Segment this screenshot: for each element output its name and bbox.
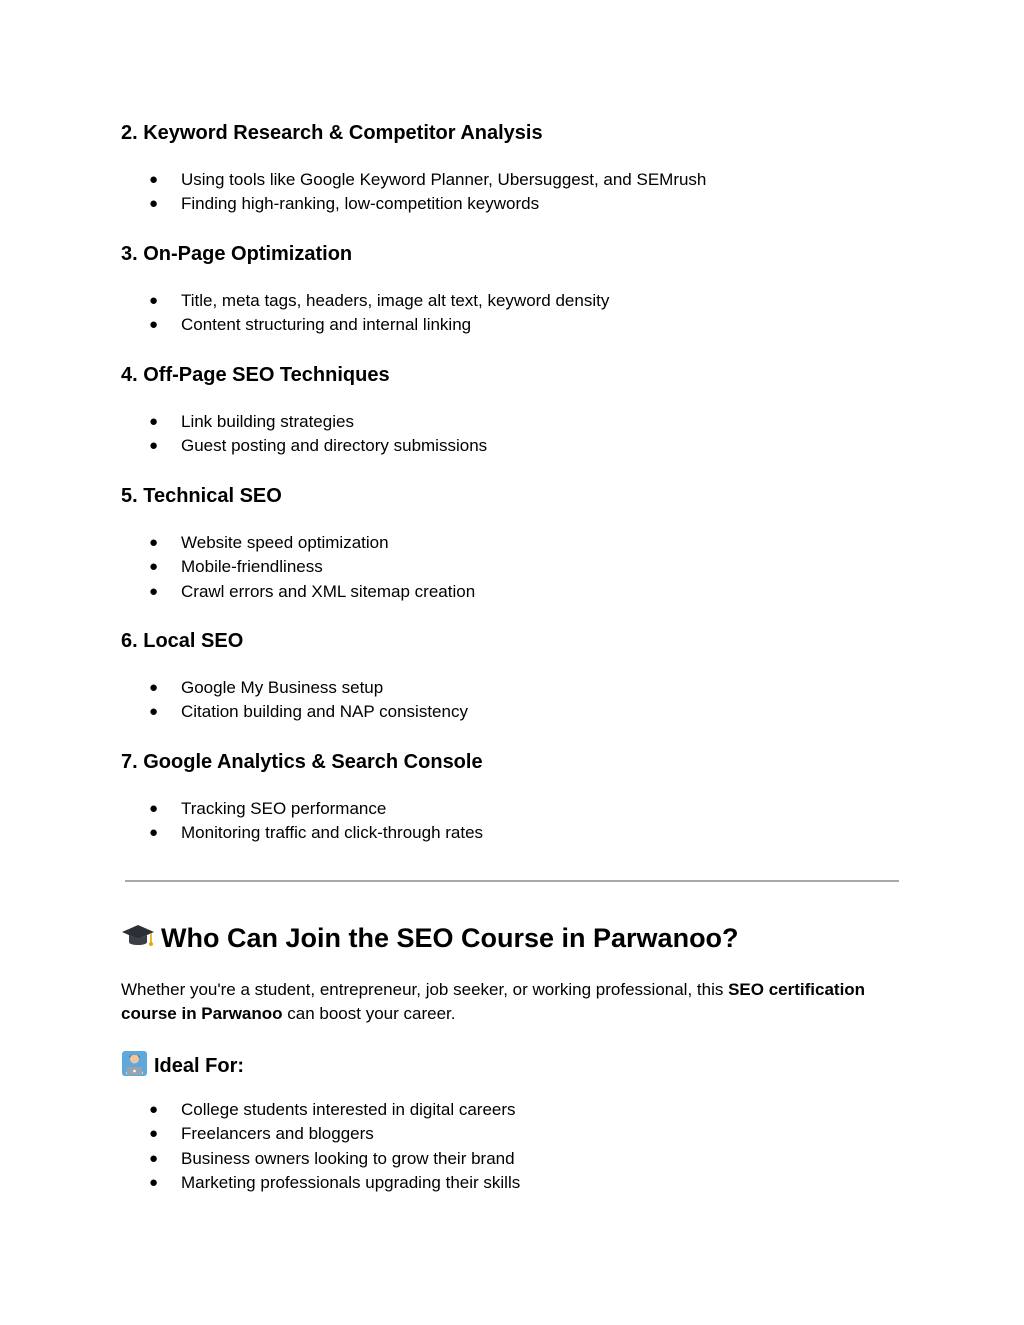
bullet-icon: ● <box>149 800 159 817</box>
section-technical-seo <box>121 484 911 604</box>
list-item: ● Website speed optimization <box>121 531 911 555</box>
bullet-icon: ● <box>149 534 159 551</box>
list-item: ● Monitoring traffic and click-through rates <box>121 821 911 845</box>
bullet-icon: ● <box>149 316 159 334</box>
bullet-icon: ● <box>149 437 159 455</box>
bullet-list <box>121 531 911 604</box>
list-item: ● Mobile-friendliness <box>121 555 911 579</box>
ideal-for-heading <box>121 1050 244 1080</box>
section-keyword-research <box>121 121 911 217</box>
intro-paragraph: Whether you're a student, entrepreneur, job seeker, or working professional, this SEO certification course in Parwanoo can boost your career. <box>121 980 866 1023</box>
technologist-icon <box>121 1050 148 1077</box>
list-item: ● Marketing professionals upgrading their skills <box>121 1171 911 1195</box>
list-item: ● Using tools like Google Keyword Planner, Ubersuggest, and SEMrush <box>121 168 911 192</box>
section-local-seo <box>121 629 911 725</box>
bullet-icon: ● <box>149 171 159 188</box>
bullet-list <box>121 168 911 217</box>
section-heading: 7. Google Analytics & Search Console <box>121 751 483 773</box>
bullet-list <box>121 410 911 459</box>
bullet-icon: ● <box>149 558 159 576</box>
bullet-icon: ● <box>149 582 159 600</box>
bullet-list <box>121 1098 911 1195</box>
list-item: ● Citation building and NAP consistency <box>121 700 911 724</box>
ideal-for-label: Ideal For: <box>154 1055 245 1077</box>
horizontal-divider <box>125 880 899 882</box>
section-heading: 4. Off-Page SEO Techniques <box>121 364 390 386</box>
list-item: ● Content structuring and internal linking <box>121 313 911 337</box>
graduation-cap-icon <box>121 919 155 953</box>
who-can-join-heading <box>121 918 739 958</box>
list-item: ● Crawl errors and XML sitemap creation <box>121 580 911 604</box>
bullet-icon: ● <box>149 195 159 213</box>
list-item: ● Link building strategies <box>121 410 911 434</box>
list-item: ● College students interested in digital careers <box>121 1098 911 1122</box>
section-off-page <box>121 363 911 459</box>
bullet-list <box>121 797 911 846</box>
list-item: ● Business owners looking to grow their brand <box>121 1147 911 1171</box>
bold-phrase: SEO certification course in Parwanoo <box>121 980 866 1023</box>
bullet-list <box>121 289 911 338</box>
list-item: ● Tracking SEO performance <box>121 797 911 821</box>
section-heading: 3. On-Page Optimization <box>121 243 353 265</box>
list-item: ● Freelancers and bloggers <box>121 1122 911 1146</box>
section-analytics <box>121 750 911 846</box>
bullet-icon: ● <box>149 292 159 309</box>
section-heading: 6. Local SEO <box>121 630 244 652</box>
bullet-list <box>121 676 911 725</box>
list-item: ● Guest posting and directory submissions <box>121 434 911 458</box>
bullet-icon: ● <box>149 1101 159 1118</box>
list-item: ● Google My Business setup <box>121 676 911 700</box>
bullet-icon: ● <box>149 1173 159 1191</box>
section-on-page <box>121 242 911 338</box>
list-item: ● Title, meta tags, headers, image alt text, keyword density <box>121 289 911 313</box>
bullet-icon: ● <box>149 824 159 842</box>
bullet-icon: ● <box>149 1149 159 1167</box>
bullet-icon: ● <box>149 413 159 430</box>
bullet-icon: ● <box>149 679 159 696</box>
section-ideal-for <box>121 1098 911 1195</box>
bullet-icon: ● <box>149 1125 159 1143</box>
list-item: ● Finding high-ranking, low-competition keywords <box>121 192 911 216</box>
page-heading: Who Can Join the SEO Course in Parwanoo? <box>161 923 739 953</box>
section-heading: 5. Technical SEO <box>121 485 282 507</box>
bullet-icon: ● <box>149 703 159 721</box>
section-heading: 2. Keyword Research & Competitor Analysis <box>121 122 543 144</box>
